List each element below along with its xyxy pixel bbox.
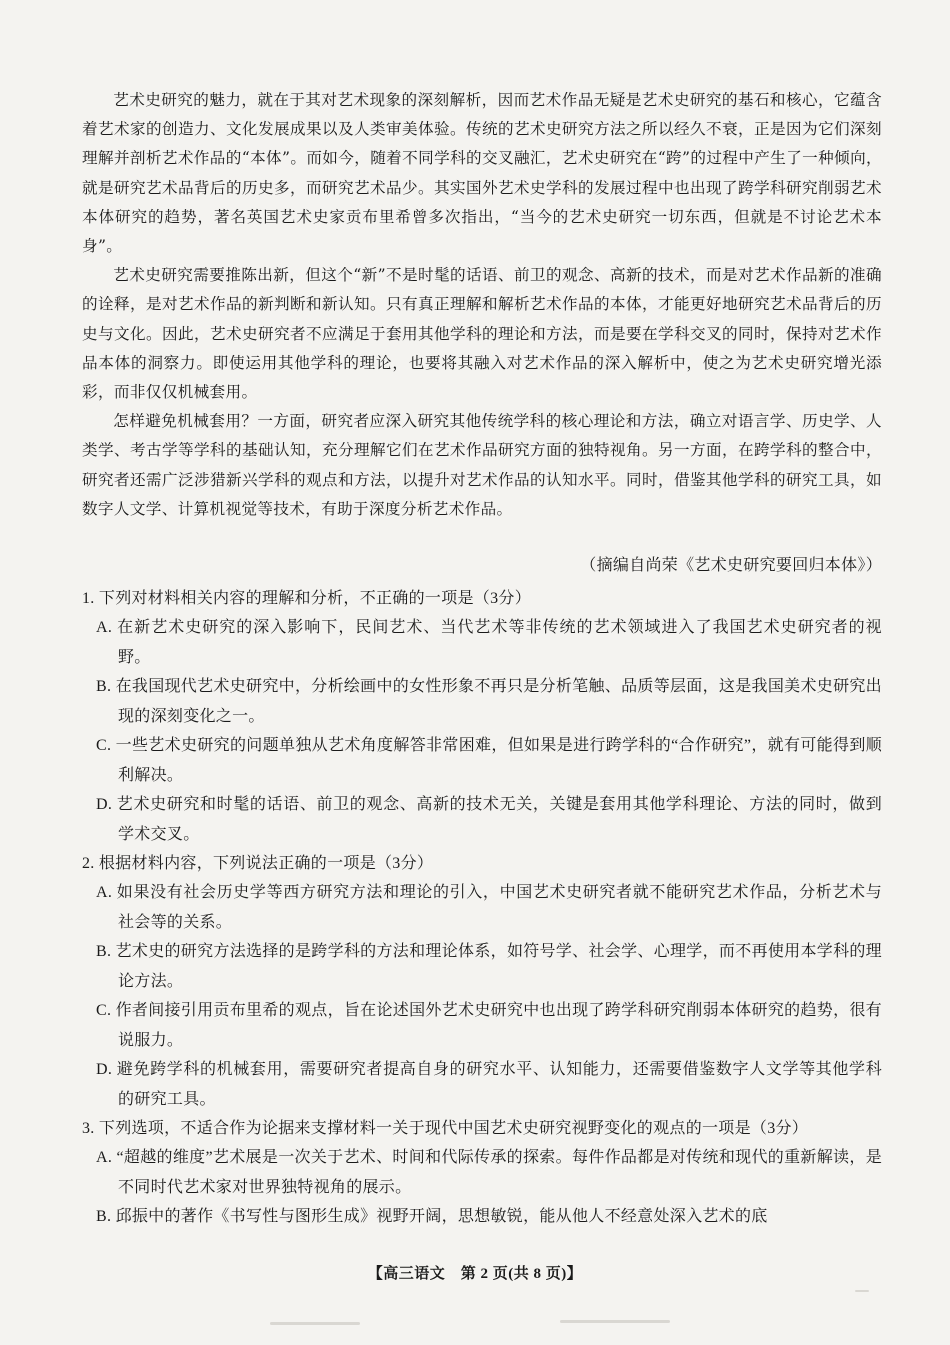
question-stem: 2. 根据材料内容，下列说法正确的一项是（3分） — [82, 855, 434, 872]
scan-mark — [855, 1290, 869, 1292]
scan-mark — [560, 1320, 670, 1323]
option-a: A. 如果没有社会历史学等西方研究方法和理论的引入，中国艺术史研究者就不能研究艺术作品，分析艺术与社会等的关系。 — [96, 884, 882, 931]
option-a: A. “超越的维度”艺术展是一次关于艺术、时间和代际传承的探索。每件作品都是对传统和现代的重新解读，是不同时代艺术家对世界独特视角的展示。 — [96, 1149, 882, 1196]
scan-mark — [270, 1322, 360, 1325]
passage-paragraph: 艺术史研究的魅力，就在于其对艺术现象的深刻解析，因而艺术作品无疑是艺术史研究的基石和核心，它蕴含着艺术家的创造力、文化发展成果以及人类审美体验。传统的艺术史研究方法之所以经久不衰，正是因为它们深刻理解并剖析艺术作品的“本体”。而如今，随着不同学科的交叉融汇，艺术史研究在“跨”的过程中产生了一种倾向，就是研究艺术品背后的历史多，而研究艺术品少。其实国外艺术史学科的发展过程中也出现了跨学科研究削弱艺术本体研究的趋势，著名英国艺术史家贡布里希曾多次指出，“当今的艺术史研究一切东西，但就是不讨论艺术本身”。 — [82, 91, 882, 256]
passage-paragraph: 艺术史研究需要推陈出新，但这个“新”不是时髦的话语、前卫的观念、高新的技术，而是对艺术作品新的准确的诠释，是对艺术作品的新判断和新认知。只有真正理解和解析艺术作品的本体，才能更好地研究艺术品背后的历史与文化。因此，艺术史研究者不应满足于套用其他学科的理论和方法，而是要在学科交叉的同时，保持对艺术作品本体的洞察力。即使运用其他学科的理论，也要将其融入对艺术作品的深入解析中，使之为艺术史研究增光添彩，而非仅仅机械套用。 — [82, 266, 882, 402]
question-stem: 1. 下列对材料相关内容的理解和分析，不正确的一项是（3分） — [82, 590, 532, 607]
passage-paragraph: 怎样避免机械套用？一方面，研究者应深入研究其他传统学科的核心理论和方法，确立对语言学、历史学、人类学、考古学等学科的基础认知，充分理解它们在艺术作品研究方面的独特视角。另一方面，在跨学科的整合中，研究者还需广泛涉猎新兴学科的观点和方法，以提升对艺术作品的认知水平。同时，借鉴其他学科的研究工具，如数字人文学、计算机视觉等技术，有助于深度分析艺术作品。 — [82, 412, 882, 518]
question-stem: 3. 下列选项，不适合作为论据来支撑材料一关于现代中国艺术史研究视野变化的观点的一项是（3分） — [82, 1120, 809, 1137]
option-c: C. 作者间接引用贡布里希的观点，旨在论述国外艺术史研究中也出现了跨学科研究削弱本体研究的趋势，很有说服力。 — [96, 1002, 882, 1049]
question-3 — [82, 1114, 882, 1232]
passage-source: （摘编自尚荣《艺术史研究要回归本体》） — [580, 557, 882, 574]
option-b: B. 邱振中的著作《书写性与图形生成》视野开阔，思想敏锐，能从他人不经意处深入艺术的底 — [96, 1208, 768, 1225]
question-1 — [82, 584, 882, 849]
option-b: B. 艺术史的研究方法选择的是跨学科的方法和理论体系，如符号学、社会学、心理学，而不再使用本学科的理论方法。 — [96, 943, 882, 990]
option-d: D. 避免跨学科的机械套用，需要研究者提高自身的研究水平、认知能力，还需要借鉴数字人文学等其他学科的研究工具。 — [96, 1061, 882, 1108]
reading-passage — [82, 86, 882, 524]
page-footer: 【高三语文 第 2 页(共 8 页)】 — [367, 1266, 583, 1282]
option-b: B. 在我国现代艺术史研究中，分析绘画中的女性形象不再只是分析笔触、品质等层面，这是我国美术史研究出现的深刻变化之一。 — [96, 678, 882, 725]
question-2 — [82, 849, 882, 1114]
option-c: C. 一些艺术史研究的问题单独从艺术角度解答非常困难，但如果是进行跨学科的“合作研究”，就有可能得到顺利解决。 — [96, 737, 882, 784]
option-a: A. 在新艺术史研究的深入影响下，民间艺术、当代艺术等非传统的艺术领域进入了我国艺术史研究者的视野。 — [96, 619, 882, 666]
question-list — [82, 584, 882, 1232]
option-d: D. 艺术史研究和时髦的话语、前卫的观念、高新的技术无关，关键是套用其他学科理论、方法的同时，做到学术交叉。 — [96, 796, 882, 843]
